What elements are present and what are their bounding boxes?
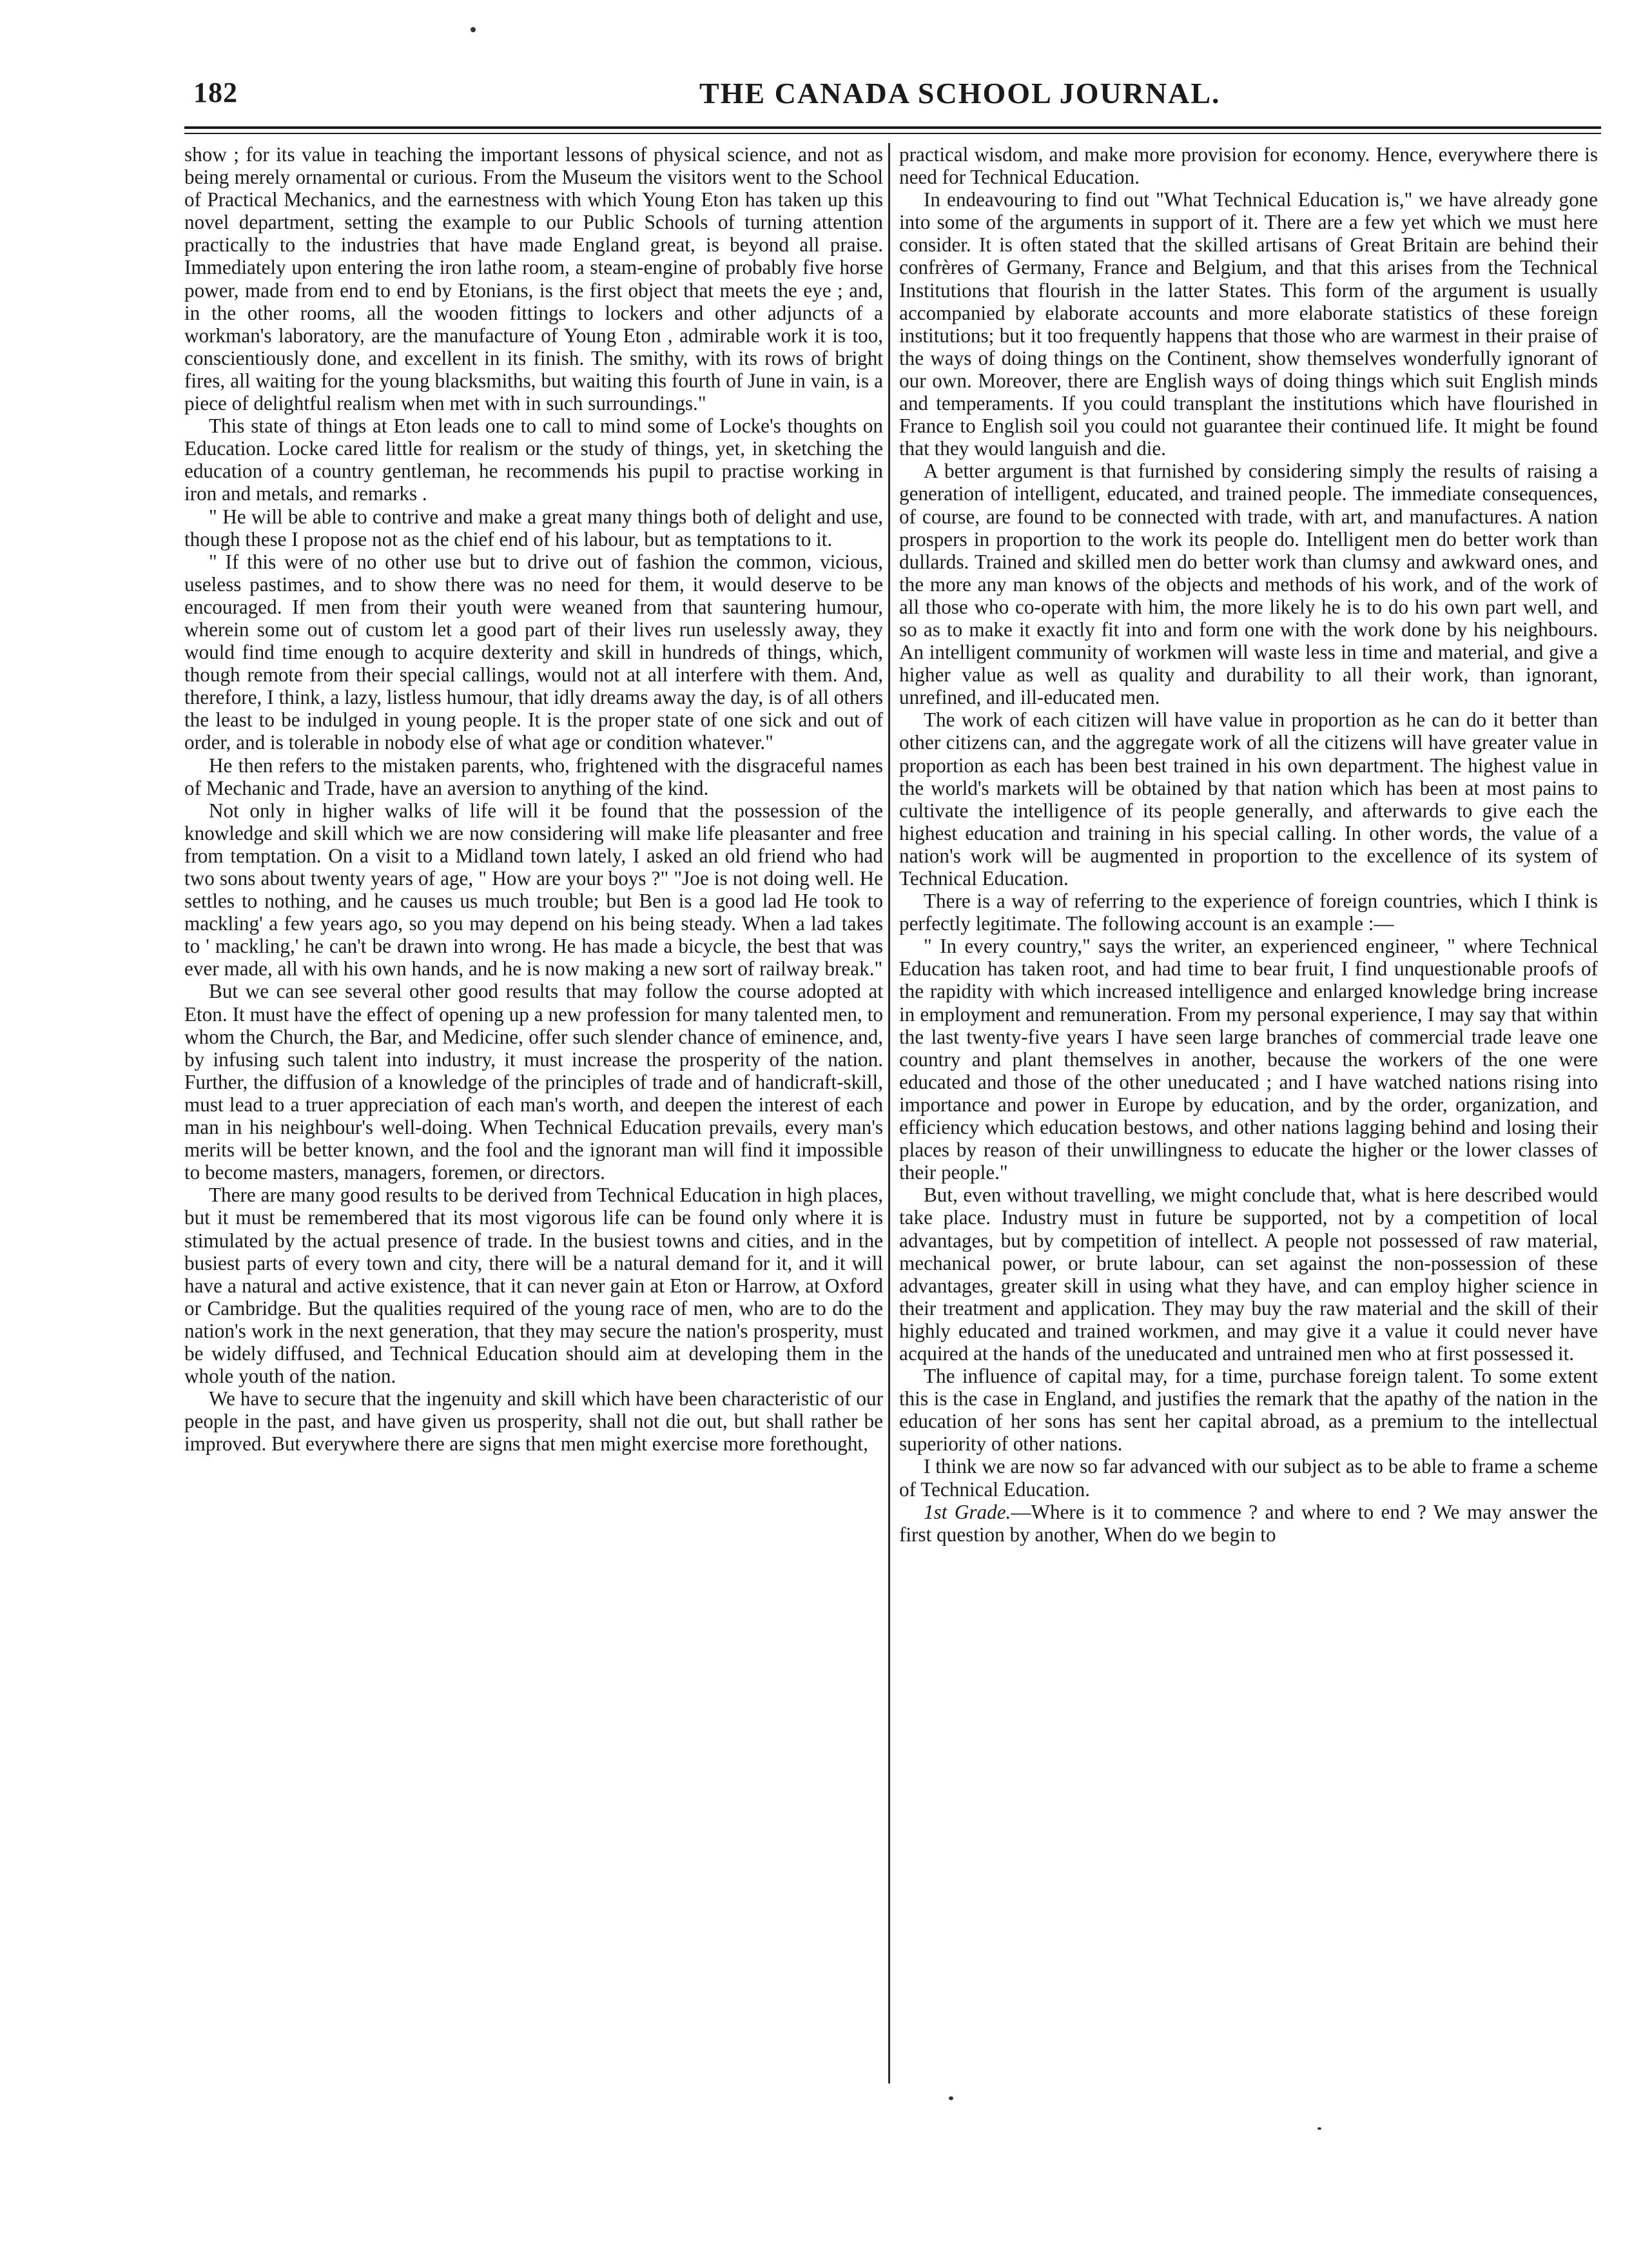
paragraph: But we can see several other good results that may follow the course adopted at Eton. It must have the effect of opening up a new profession for many talented men, to whom the Church, the Bar, and Medicine, offer such slender chance of eminence, and, by infusing such talent into industry, it must increase the prosperity of the nation. Further, the diffusion of a knowledge of the principles of trade and of handicraft-skill, must lead to a truer appreciation of each man's worth, and deepen the interest of each man in his neighbour's well-doing. When Technical Education prevails, every man's merits will be better known, and the fool and the ignorant man will find it impossible to become masters, managers, foremen, or directors. — [184, 980, 883, 1184]
print-speck — [949, 2096, 953, 2100]
paragraph: A better argument is that furnished by considering simply the results of raising a generation of intelligent, educated, and trained people. The immediate consequences, of course, are found to be connected with trade, with art, and manufactures. A nation prospers in proportion to the work its people do. Intelligent men do better work than dullards. Trained and skilled men do better work than clumsy and awkward ones, and the more any man knows of the objects and methods of his work, and of the work of all those who co-operate with him, the more likely he is to do his own part well, and so as to make it exactly fit into and form one with the work done by his neighbours. An intelligent community of workmen will waste less in time and material, and give a higher value as well as quality and durability to all their work, than ignorant, unrefined, and ill-educated men. — [899, 460, 1598, 709]
journal-title: THE CANADA SCHOOL JOURNAL. — [699, 77, 1221, 110]
paragraph: " In every country," says the writer, an experienced engineer, " where Technical Education has taken root, and had time to bear fruit, I find unquestionable proofs of the rapidity with which increased intelligence and enlarged knowledge bring increase in employment and remuneration. From my personal experience, I may say that within the last twenty-five years I have seen large branches of commercial trade leave one country and plant themselves in another, because the workers of the one were educated and those of the other uneducated ; and I have watched nations rising into importance and power in Europe by education, and by the order, organization, and efficiency which education bestows, and other nations lagging behind and losing their places by reason of their unwillingness to educate the higher or the lower classes of their people." — [899, 935, 1598, 1184]
print-speck — [471, 27, 476, 32]
paragraph: " He will be able to contrive and make a great many things both of delight and use, though these I propose not as the chief end of his labour, but as temptations to it. — [184, 505, 883, 551]
paragraph: The influence of capital may, for a time, purchase foreign talent. To some extent this is the case in England, and justifies the remark that the apathy of the nation in the education of her sons has sent her capital abroad, as a premium to the intellectual superiority of other nations. — [899, 1365, 1598, 1456]
right-column — [899, 143, 1598, 1546]
paragraph: He then refers to the mistaken parents, who, frightened with the disgraceful names of Mechanic and Trade, have an aversion to anything of the kind. — [184, 754, 883, 799]
paragraph: There are many good results to be derived from Technical Education in high places, but it must be remembered that its most vigorous life can be found only where it is stimulated by the actual presence of trade. In the busiest towns and cities, and in the busiest parts of every town and city, there will be a natural demand for it, and it will have a natural and active existence, that it can never gain at Eton or Harrow, at Oxford or Cambridge. But the qualities required of the young race of men, who are to do the nation's work in the next generation, that they may secure the nation's prosperity, must be widely diffused, and Technical Education should aim at developing them in the whole youth of the nation. — [184, 1184, 883, 1388]
paragraph: Not only in higher walks of life will it be found that the possession of the knowledge and skill which we are now considering will make life pleasanter and free from temptation. On a visit to a Midland town lately, I asked an old friend who had two sons about twenty years of age, " How are your boys ?" "Joe is not doing well. He settles to nothing, and he causes us much trouble; but Ben is a good lad He took to mackling' a few years ago, so you may depend on his being steady. When a lad takes to ' mackling,' he can't be drawn into wrong. He has made a bicycle, the best that was ever made, all with his own hands, and he is now making a new sort of railway break." — [184, 799, 883, 980]
paragraph: show ; for its value in teaching the important lessons of physical science, and not as being merely ornamental or curious. From the Museum the visitors went to the School of Practical Mechanics, and the earnestness with which Young Eton has taken up this novel department, setting the example to our Public Schools of turning attention practically to the industries that have made England great, is beyond all praise. Immediately upon entering the iron lathe room, a steam-engine of probably five horse power, made from end to end by Etonians, is the first object that meets the eye ; and, in the other rooms, all the wooden fittings to lockers and other adjuncts of a workman's laboratory, are the manufacture of Young Eton , admirable work it is too, conscientiously done, and excellent in its finish. The smithy, with its rows of bright fires, all waiting for the young blacksmiths, but waiting this fourth of June in vain, is a piece of delightful realism when met with in such surroundings." — [184, 143, 883, 415]
left-column — [184, 143, 883, 1455]
paragraph: " If this were of no other use but to drive out of fashion the common, vicious, useless pastimes, and to show there was no need for them, it would deserve to be encouraged. If men from their youth were weaned from that sauntering humour, wherein some out of custom let a good part of their lives run uselessly away, they would find time enough to acquire dexterity and skill in hundreds of things, which, though remote from their special callings, would not at all interfere with them. And, therefore, I think, a lazy, listless humour, that idly dreams away the day, is of all others the least to be indulged in young people. It is the proper state of one sick and out of order, and is tolerable in nobody else of what age or condition whatever." — [184, 550, 883, 754]
header-rule-thin — [184, 133, 1601, 134]
paragraph: But, even without travelling, we might conclude that, what is here described would take place. Industry must in future be supported, not by a competition of local advantages, but by competition of intellect. A people not possessed of raw material, mechanical power, or brute labour, can set against the non-possession of these advantages, greater skill in using what they have, and can employ higher science in their treatment and application. They may buy the raw material and the skill of their highly educated and trained workmen, and may give it a value it could never have acquired at the hands of the uneducated and untrained men who at first possessed it. — [899, 1184, 1598, 1365]
paragraph: The work of each citizen will have value in proportion as he can do it better than other citizens can, and the aggregate work of all the citizens will have greater value in proportion as each has been best trained in his own department. The highest value in the world's markets will be obtained by that nation which has been at most pains to cultivate the intelligence of its people generally, and afterwards to give each the highest education and training in his special calling. In other words, the value of a nation's work will be augmented in proportion to the excellence of its system of Technical Education. — [899, 708, 1598, 890]
column-rule — [888, 143, 890, 2083]
paragraph: I think we are now so far advanced with our subject as to be able to frame a scheme of Technical Education. — [899, 1455, 1598, 1501]
paragraph: This state of things at Eton leads one to call to mind some of Locke's thoughts on Education. Locke cared little for realism or the study of things, yet, in sketching the education of a country gentleman, he recommends his pupil to practise working in iron and metals, and remarks . — [184, 414, 883, 505]
print-speck — [1317, 2127, 1321, 2130]
grade-paragraph — [899, 1501, 1598, 1546]
paragraph: We have to secure that the ingenuity and skill which have been characteristic of our people in the past, and have given us prosperity, shall not die out, but shall rather be improved. But everywhere there are signs that men might exercise more forethought, — [184, 1387, 883, 1456]
grade-text: —Where is it to commence ? and where to end ? We may answer the first question by another, When do we begin to — [899, 1500, 1598, 1546]
grade-label: 1st Grade. — [924, 1500, 1011, 1523]
page-number: 182 — [193, 77, 238, 108]
paragraph: practical wisdom, and make more provision for economy. Hence, everywhere there is need for Technical Education. — [899, 143, 1598, 189]
paragraph: In endeavouring to find out "What Technical Education is," we have already gone into some of the arguments in support of it. There are a few yet which we must here consider. It is often stated that the skilled artisans of Great Britain are behind their confrères of Germany, France and Belgium, and that this arises from the Technical Institutions that flourish in the latter States. This form of the argument is usually accompanied by elaborate accounts and more elaborate statistics of these foreign institutions; but it too frequently happens that those who are warmest in their praise of the ways of doing things on the Continent, show themselves wonderfully ignorant of our own. Moreover, there are English ways of doing things which suit English minds and temperaments. If you could transplant the institutions which have flourished in France to English soil you could not guarantee their continued life. It might be found that they would languish and die. — [899, 188, 1598, 460]
paragraph: There is a way of referring to the experience of foreign countries, which I think is perfectly legitimate. The following account is an example :— — [899, 890, 1598, 935]
header-rule — [184, 126, 1601, 129]
